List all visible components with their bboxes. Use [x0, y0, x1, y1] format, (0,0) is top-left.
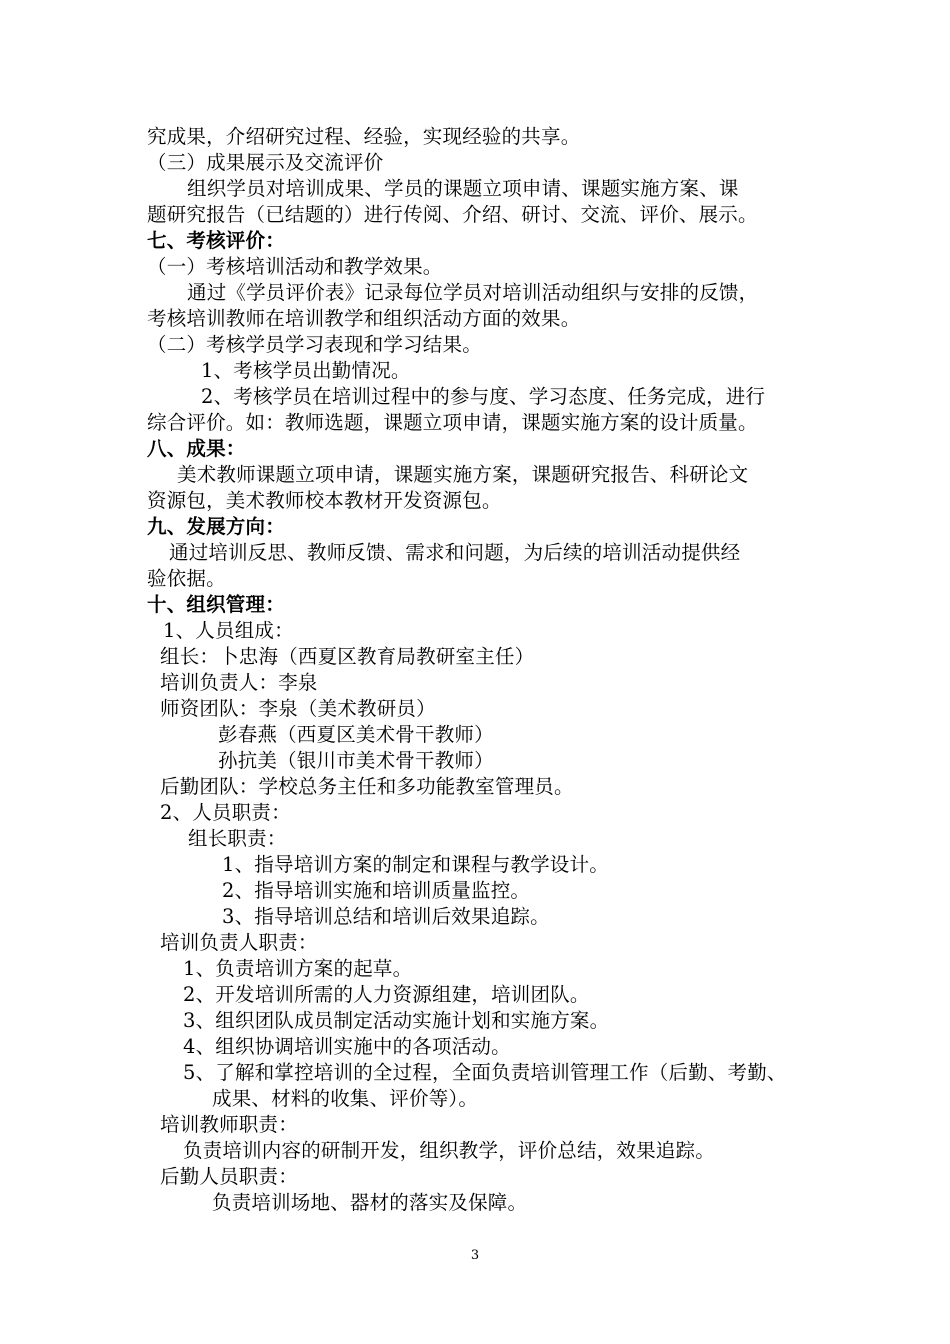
list-item: 1、负责培训方案的起草。 [183, 957, 413, 980]
body-line: 综合评价。如：教师选题，课题立项申请，课题实施方案的设计质量。 [147, 411, 758, 434]
body-line: 组长职责： [188, 827, 287, 850]
list-item: 1、人员组成： [163, 619, 294, 642]
body-line: 验依据。 [147, 567, 226, 590]
section-heading: 十、组织管理： [147, 593, 285, 616]
body-line: 师资团队：李泉（美术教研员） [160, 697, 436, 720]
body-line: 彭春燕（西夏区美术骨干教师） [218, 723, 494, 746]
body-line: 成果、材料的收集、评价等）。 [212, 1087, 479, 1110]
body-line: 组织学员对培训成果、学员的课题立项申请、课题实施方案、课 [187, 177, 739, 200]
section-heading: 九、发展方向： [147, 515, 285, 538]
section-heading: 七、考核评价： [147, 229, 285, 252]
body-line: 通过《学员评价表》记录每位学员对培训活动组织与安排的反馈， [187, 281, 759, 304]
body-line: 资源包，美术教师校本教材开发资源包。 [147, 489, 502, 512]
body-line: 负责培训内容的研制开发，组织教学，评价总结，效果追踪。 [183, 1139, 715, 1162]
list-item: 5、了解和掌控培训的全过程，全面负责培训管理工作（后勤、考勤、 [183, 1061, 787, 1084]
body-line: 通过培训反思、教师反馈、需求和问题，为后续的培训活动提供经 [169, 541, 741, 564]
body-line: 负责培训场地、器材的落实及保障。 [212, 1191, 528, 1214]
subsection-heading: （一）考核培训活动和教学效果。 [147, 255, 443, 278]
list-item: 1、考核学员出勤情况。 [201, 359, 411, 382]
list-item: 3、组织团队成员制定活动实施计划和实施方案。 [183, 1009, 610, 1032]
body-line: 美术教师课题立项申请，课题实施方案，课题研究报告、科研论文 [177, 463, 749, 486]
body-line: 培训教师职责： [160, 1113, 298, 1136]
body-line: 后勤人员职责： [160, 1165, 298, 1188]
body-line: 考核培训教师在培训教学和组织活动方面的效果。 [147, 307, 581, 330]
list-item: 2、开发培训所需的人力资源组建，培训团队。 [183, 983, 590, 1006]
list-item: 2、指导培训实施和培训质量监控。 [222, 879, 531, 902]
page-number: 3 [470, 1248, 480, 1263]
subsection-heading: （二）考核学员学习表现和学习结果。 [147, 333, 482, 356]
body-line: 题研究报告（已结题的）进行传阅、介绍、研讨、交流、评价、展示。 [147, 203, 758, 226]
body-line: 培训负责人职责： [160, 931, 318, 954]
list-item: 2、考核学员在培训过程中的参与度、学习态度、任务完成，进行 [201, 385, 766, 408]
body-line: 究成果，介绍研究过程、经验，实现经验的共享。 [147, 125, 581, 148]
subsection-heading: （三）成果展示及交流评价 [147, 151, 384, 174]
list-item: 4、组织协调培训实施中的各项活动。 [183, 1035, 511, 1058]
body-line: 后勤团队：学校总务主任和多功能教室管理员。 [160, 775, 574, 798]
list-item: 2、人员职责： [160, 801, 291, 824]
body-line: 培训负责人：李泉 [160, 671, 318, 694]
list-item: 3、指导培训总结和培训后效果追踪。 [222, 905, 550, 928]
body-line: 组长：卜忠海（西夏区教育局教研室主任） [160, 645, 535, 668]
section-heading: 八、成果： [147, 437, 246, 460]
body-line: 孙抗美（银川市美术骨干教师） [218, 749, 494, 772]
list-item: 1、指导培训方案的制定和课程与教学设计。 [222, 853, 609, 876]
